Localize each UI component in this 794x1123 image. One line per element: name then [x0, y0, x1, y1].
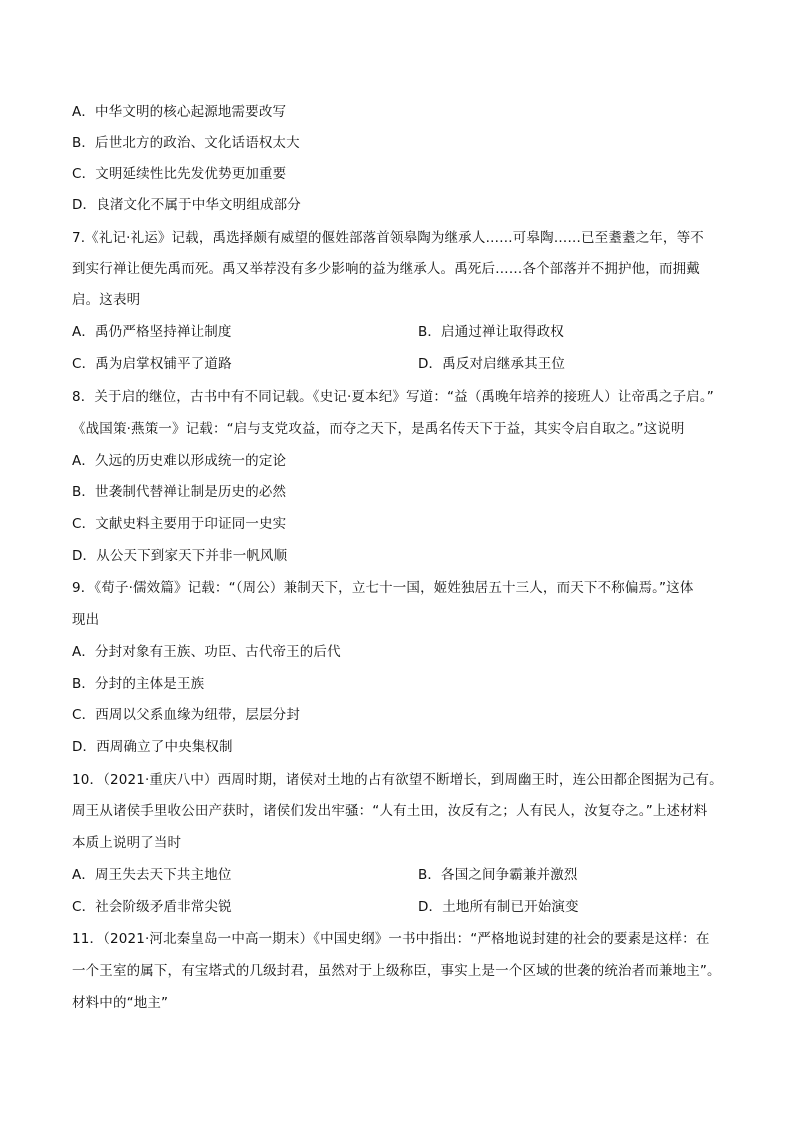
q7-stem-line-2: 到实行禅让便先禹而死。禹又举荐没有多少影响的益为继承人。禹死后……各个部落并不拥护他，而拥戴 — [72, 261, 700, 277]
q10-option-row-2 — [72, 897, 579, 917]
q6-option-c: C．文明延续性比先发优势更加重要 — [72, 166, 287, 182]
q10-stem-line-2: 周王从诸侯手里收公田产获时，诸侯们发出牢骚：“人有土田，汝反有之；人有民人，汝复夺之。”上述材料 — [72, 803, 708, 819]
q10-option-row-1 — [72, 865, 578, 885]
q9-option-b: B．分封的主体是王族 — [72, 676, 205, 692]
q7-option-a: A．禹仍严格坚持禅让制度 — [72, 324, 232, 340]
q11-stem-line-1: 11．（2021·河北秦皇岛一中高一期末）《中国史纲》一书中指出：“严格地说封建的社会的要素是这样：在 — [72, 931, 710, 947]
q7-option-row-1 — [72, 322, 564, 342]
q9-stem-line-2: 现出 — [72, 612, 100, 628]
q8-option-c: C．文献史料主要用于印证同一史实 — [72, 516, 287, 532]
q7-option-b: B．启通过禅让取得政权 — [418, 324, 564, 340]
q11-stem-line-3: 材料中的“地主” — [72, 995, 169, 1011]
q7-option-d: D．禹反对启继承其王位 — [418, 356, 566, 372]
q9-option-c: C．西周以父系血缘为纽带，层层分封 — [72, 707, 300, 723]
q7-stem-line-1: 7.《礼记·礼运》记载，禹选择颇有威望的偃姓部落首领皋陶为继承人……可皋陶……已至耋耋之年，等不 — [72, 230, 704, 246]
q8-stem-line-2: 《战国策·燕策一》记载：“启与支党攻益，而夺之天下，是禹名传天下于益，其实令启自取之。”这说明 — [72, 421, 685, 437]
q8-stem-line-1: 8．关于启的继位，古书中有不同记载。《史记·夏本纪》写道：“益（禹晚年培养的接班人）让帝禹之子启。” — [72, 389, 714, 405]
q6-option-b: B．后世北方的政治、文化话语权太大 — [72, 135, 300, 151]
q10-stem-line-1: 10．（2021·重庆八中）西周时期，诸侯对土地的占有欲望不断增长，到周幽王时，连公田都企图据为己有。 — [72, 772, 723, 788]
q7-stem-line-3: 启。这表明 — [72, 292, 141, 308]
q10-option-b: B．各国之间争霸兼并激烈 — [418, 867, 578, 883]
q10-stem-line-3: 本质上说明了当时 — [72, 835, 182, 851]
q9-option-a: A．分封对象有王族、功臣、古代帝王的后代 — [72, 644, 341, 660]
q6-option-a: A．中华文明的核心起源地需要改写 — [72, 104, 287, 120]
q8-option-a: A．久远的历史难以形成统一的定论 — [72, 453, 287, 469]
q10-option-c: C．社会阶级矛盾非常尖锐 — [72, 899, 232, 915]
q8-option-d: D．从公天下到家天下并非一帆风顺 — [72, 548, 288, 564]
q9-option-d: D．西周确立了中央集权制 — [72, 739, 233, 755]
q6-option-d: D．良渚文化不属于中华文明组成部分 — [72, 197, 301, 213]
q7-option-row-2 — [72, 354, 566, 374]
q10-option-a: A．周王失去天下共主地位 — [72, 867, 232, 883]
q11-stem-line-2: 一个王室的属下，有宝塔式的几级封君，虽然对于上级称臣，事实上是一个区域的世袭的统治者而兼地主”。 — [72, 963, 721, 979]
q7-option-c: C．禹为启掌权铺平了道路 — [72, 356, 232, 372]
q10-option-d: D．土地所有制已开始演变 — [418, 899, 579, 915]
q9-stem-line-1: 9．《荀子·儒效篇》记载：“（周公）兼制天下，立七十一国，姬姓独居五十三人，而天下不称偏焉。”这体 — [72, 580, 694, 596]
q8-option-b: B．世袭制代替禅让制是历史的必然 — [72, 484, 287, 500]
